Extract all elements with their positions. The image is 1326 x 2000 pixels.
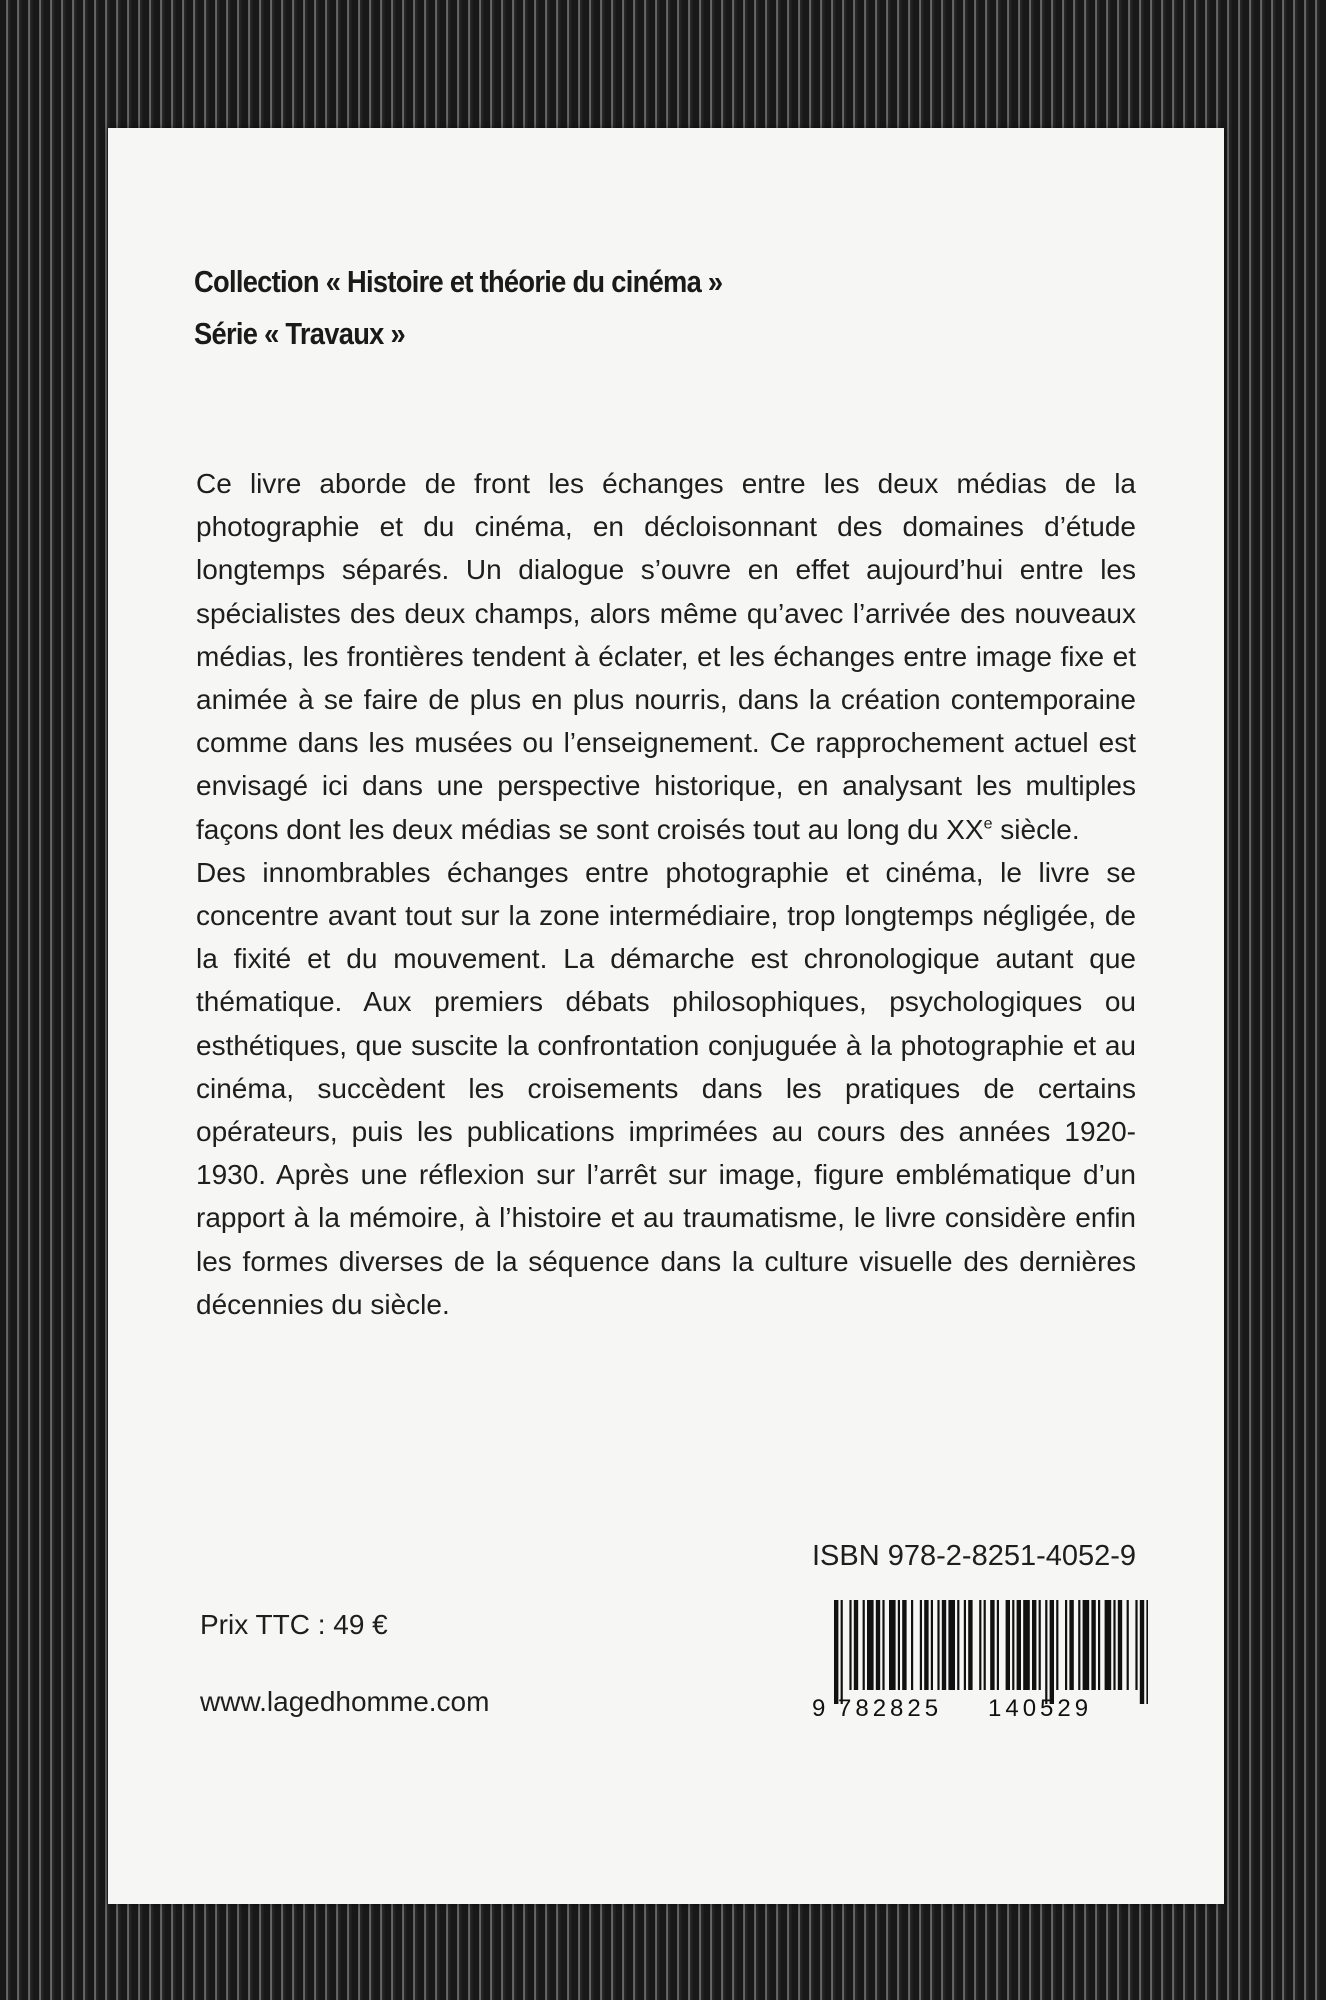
- collection-title: Collection « Histoire et théorie du cinéma »: [194, 264, 723, 299]
- barcode-bar: [882, 1600, 884, 1690]
- blurb-paragraph-1-text: Ce livre aborde de front les échanges entre les deux médias de la photographie et du cinéma, en décloisonnant des domaines d’étude longtemps séparés. Un dialogue s’ouvre en effet aujourd’hui entre les spécialistes des deux champs, alors même qu’avec l’arrivée des nouveaux médias, les frontières tendent à éclater, et les échanges entre image fixe et animée à se faire de plus en plus nourris, dans la création contemporaine comme dans les musées ou l’enseignement. Ce rapprochement actuel est envisagé ici dans une perspective historique, en analysant les multiples façons dont les deux médias se sont croisés tout au long du XX: [196, 468, 1136, 845]
- barcode-digits-left: 782825: [838, 1695, 943, 1720]
- barcode-bar: [1056, 1600, 1058, 1690]
- blurb-paragraph-1: [196, 462, 1136, 851]
- barcode-bar: [942, 1600, 946, 1690]
- barcode-bar: [1083, 1600, 1090, 1690]
- barcode-bar: [931, 1600, 933, 1690]
- blurb: [196, 462, 1136, 1326]
- barcode-bar: [1017, 1600, 1021, 1690]
- barcode-bar: [1105, 1600, 1112, 1690]
- barcode-bar: [997, 1600, 999, 1690]
- barcode-bar: [1065, 1600, 1067, 1690]
- barcode-bar: [968, 1600, 972, 1690]
- barcode-bar: [1078, 1600, 1080, 1690]
- barcode-bar: [990, 1600, 994, 1690]
- barcode-bar: [1140, 1600, 1144, 1704]
- barcode-bar: [979, 1600, 981, 1690]
- barcode-bar: [957, 1600, 959, 1690]
- barcode-bar: [1127, 1600, 1129, 1690]
- barcode-bar: [1113, 1600, 1115, 1690]
- barcode-bar: [867, 1600, 874, 1690]
- barcode-bar: [849, 1600, 851, 1690]
- barcode-bar: [920, 1600, 922, 1690]
- century-superscript: e: [983, 815, 993, 833]
- barcode-bar: [841, 1600, 843, 1704]
- barcode-bar: [1098, 1600, 1100, 1690]
- barcode-bar: [889, 1600, 896, 1690]
- isbn-label: ISBN 978-2-8251-4052-9: [812, 1540, 1137, 1572]
- barcode-bar: [1032, 1600, 1036, 1690]
- barcode-bar: [854, 1600, 858, 1690]
- barcode-bar: [924, 1600, 928, 1690]
- barcode-bar: [1039, 1600, 1041, 1690]
- barcode-bar: [948, 1600, 955, 1690]
- barcode-bar: [1023, 1600, 1030, 1690]
- barcode-bar: [1012, 1600, 1014, 1690]
- barcode-bar: [911, 1600, 913, 1690]
- publisher-website: www.lagedhomme.com: [200, 1686, 490, 1717]
- barcode-bar: [1135, 1600, 1137, 1690]
- barcode-bar: [1050, 1600, 1054, 1704]
- barcode-bar: [1091, 1600, 1095, 1690]
- barcode-bar: [1118, 1600, 1122, 1690]
- barcode-bar: [863, 1600, 865, 1690]
- barcode-digit-first: 9: [812, 1695, 826, 1720]
- barcode-bar: [1006, 1600, 1010, 1690]
- barcode-bar: [964, 1600, 966, 1690]
- series-title: Série « Travaux »: [194, 316, 405, 351]
- barcode-graphic: [812, 1600, 1148, 1720]
- text-panel: [108, 128, 1224, 1904]
- blurb-paragraph-2: Des innombrables échanges entre photographie et cinéma, le livre se concentre avant tout sur la zone intermédiaire, trop longtemps négligée, de la fixité et du mouvement. La démarche est chronologique autant que thématique. Aux premiers débats philosophiques, psychologiques ou esthétiques, que suscite la confrontation conjuguée à la photographie et au cinéma, succèdent les croisements dans les pratiques de certains opérateurs, puis les publications imprimées au cours des années 1920-1930. Après une réflexion sur l’arrêt sur image, figure emblématique d’un rapport à la mémoire, à l’histoire et au traumatisme, le livre considère enfin les formes diverses de la séquence dans la culture visuelle des dernières décennies du siècle.: [196, 856, 1136, 1320]
- barcode-bar: [876, 1600, 880, 1690]
- barcode-bar: [937, 1600, 939, 1690]
- barcode-bar: [984, 1600, 986, 1690]
- barcode-bar: [1069, 1600, 1073, 1690]
- barcode-digits-right: 140529: [988, 1695, 1093, 1720]
- barcode-bar: [1045, 1600, 1047, 1704]
- barcode-bar: [902, 1600, 906, 1690]
- barcode-bar: [898, 1600, 900, 1690]
- barcode-bar: [834, 1600, 838, 1704]
- blurb-paragraph-1-end: siècle.: [992, 813, 1080, 845]
- barcode-bar: [1146, 1600, 1148, 1704]
- price-label: Prix TTC : 49 €: [200, 1609, 388, 1640]
- barcode: [812, 1600, 1148, 1720]
